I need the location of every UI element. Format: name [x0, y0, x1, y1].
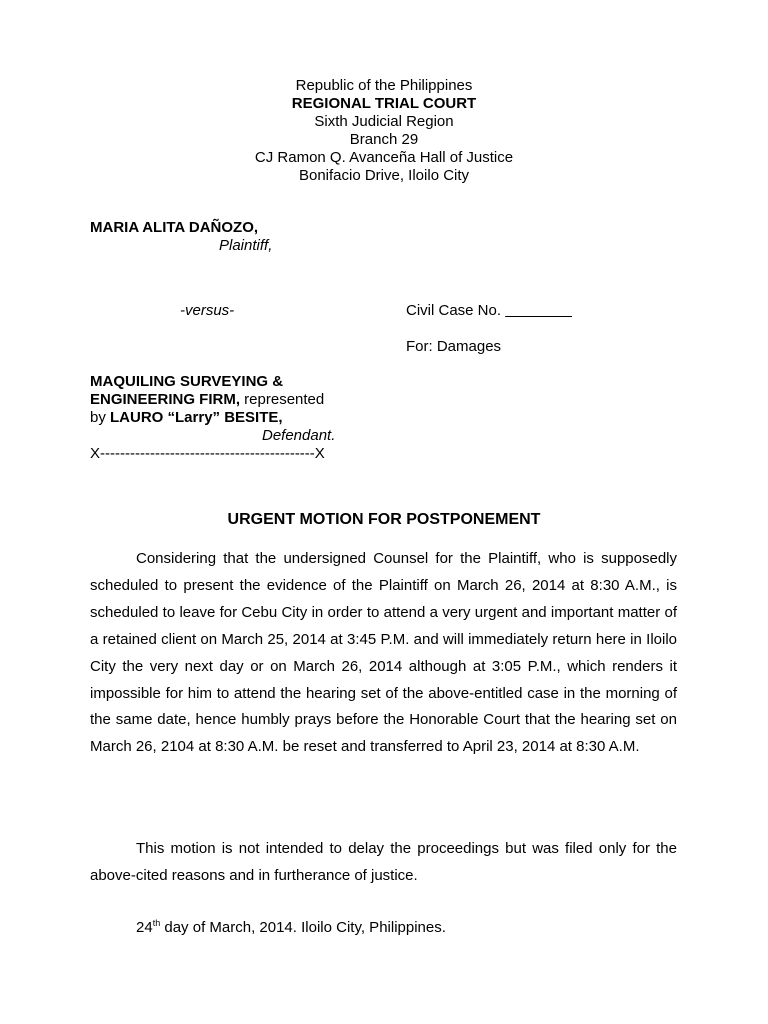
header-court-name: REGIONAL TRIAL COURT: [291, 95, 477, 112]
paragraph-1-text: Considering that the undersigned Counsel for the Plaintiff, who is supposedly scheduled to present the evidence of the Plaintiff on March 26, 2014 at 8:30 A.M., is scheduled to leave for Cebu City in order to attend a very urgent and important matter of a retained client on March 25, 2014 at 3:45 P.M. and will immediately return here in Iloilo City the very next day or on March 26, 2014 although at 3:05 P.M., which renders it impossible for him to attend the hearing set of the above-entitled case in the morning of the same date, hence humbly prays before the Honorable Court that the hearing set on March 26, 2104 at 8:30 A.M. be reset and transferred to April 23, 2014 at 8:30 A.M.: [90, 550, 677, 756]
defendant-represented: represented: [240, 391, 325, 408]
header-region: Sixth Judicial Region: [314, 113, 454, 130]
caption-divider: X-------------------------------------------X: [90, 445, 325, 462]
defendant-by: by: [90, 409, 111, 426]
plaintiff-role: Plaintiff,: [219, 237, 273, 254]
header-branch: Branch 29: [349, 131, 419, 148]
date-line: [136, 918, 446, 938]
header-hall: CJ Ramon Q. Avanceña Hall of Justice: [254, 149, 514, 166]
header-republic: Republic of the Philippines: [295, 77, 473, 94]
header-address: Bonifacio Drive, Iloilo City: [298, 167, 470, 184]
court-header: [0, 77, 768, 185]
defendant-representative: LAURO “Larry” BESITE,: [110, 409, 283, 426]
defendant-line-3: [90, 409, 283, 427]
date-suffix: th: [152, 918, 161, 928]
case-number: [406, 302, 572, 320]
date-day: 24: [136, 919, 153, 936]
defendant-role: Defendant.: [262, 427, 336, 444]
plaintiff-name: MARIA ALITA DAÑOZO,: [90, 219, 259, 236]
body-paragraph-1: [90, 546, 677, 761]
case-number-blank: ________: [505, 302, 572, 319]
case-number-label: Civil Case No.: [406, 302, 506, 319]
defendant-line-1: MAQUILING SURVEYING &: [90, 373, 284, 390]
paragraph-2-text: This motion is not intended to delay the proceedings but was filed only for the above-cited reasons and in furtherance of justice.: [90, 840, 677, 884]
versus-label: -versus-: [180, 302, 235, 319]
date-rest: day of March, 2014. Iloilo City, Philippines.: [160, 919, 446, 936]
case-nature: For: Damages: [406, 338, 502, 355]
body-paragraph-2: [90, 836, 677, 890]
defendant-line-2: [90, 391, 324, 409]
motion-title: URGENT MOTION FOR POSTPONEMENT: [227, 511, 541, 528]
defendant-firm: ENGINEERING FIRM,: [90, 391, 241, 408]
